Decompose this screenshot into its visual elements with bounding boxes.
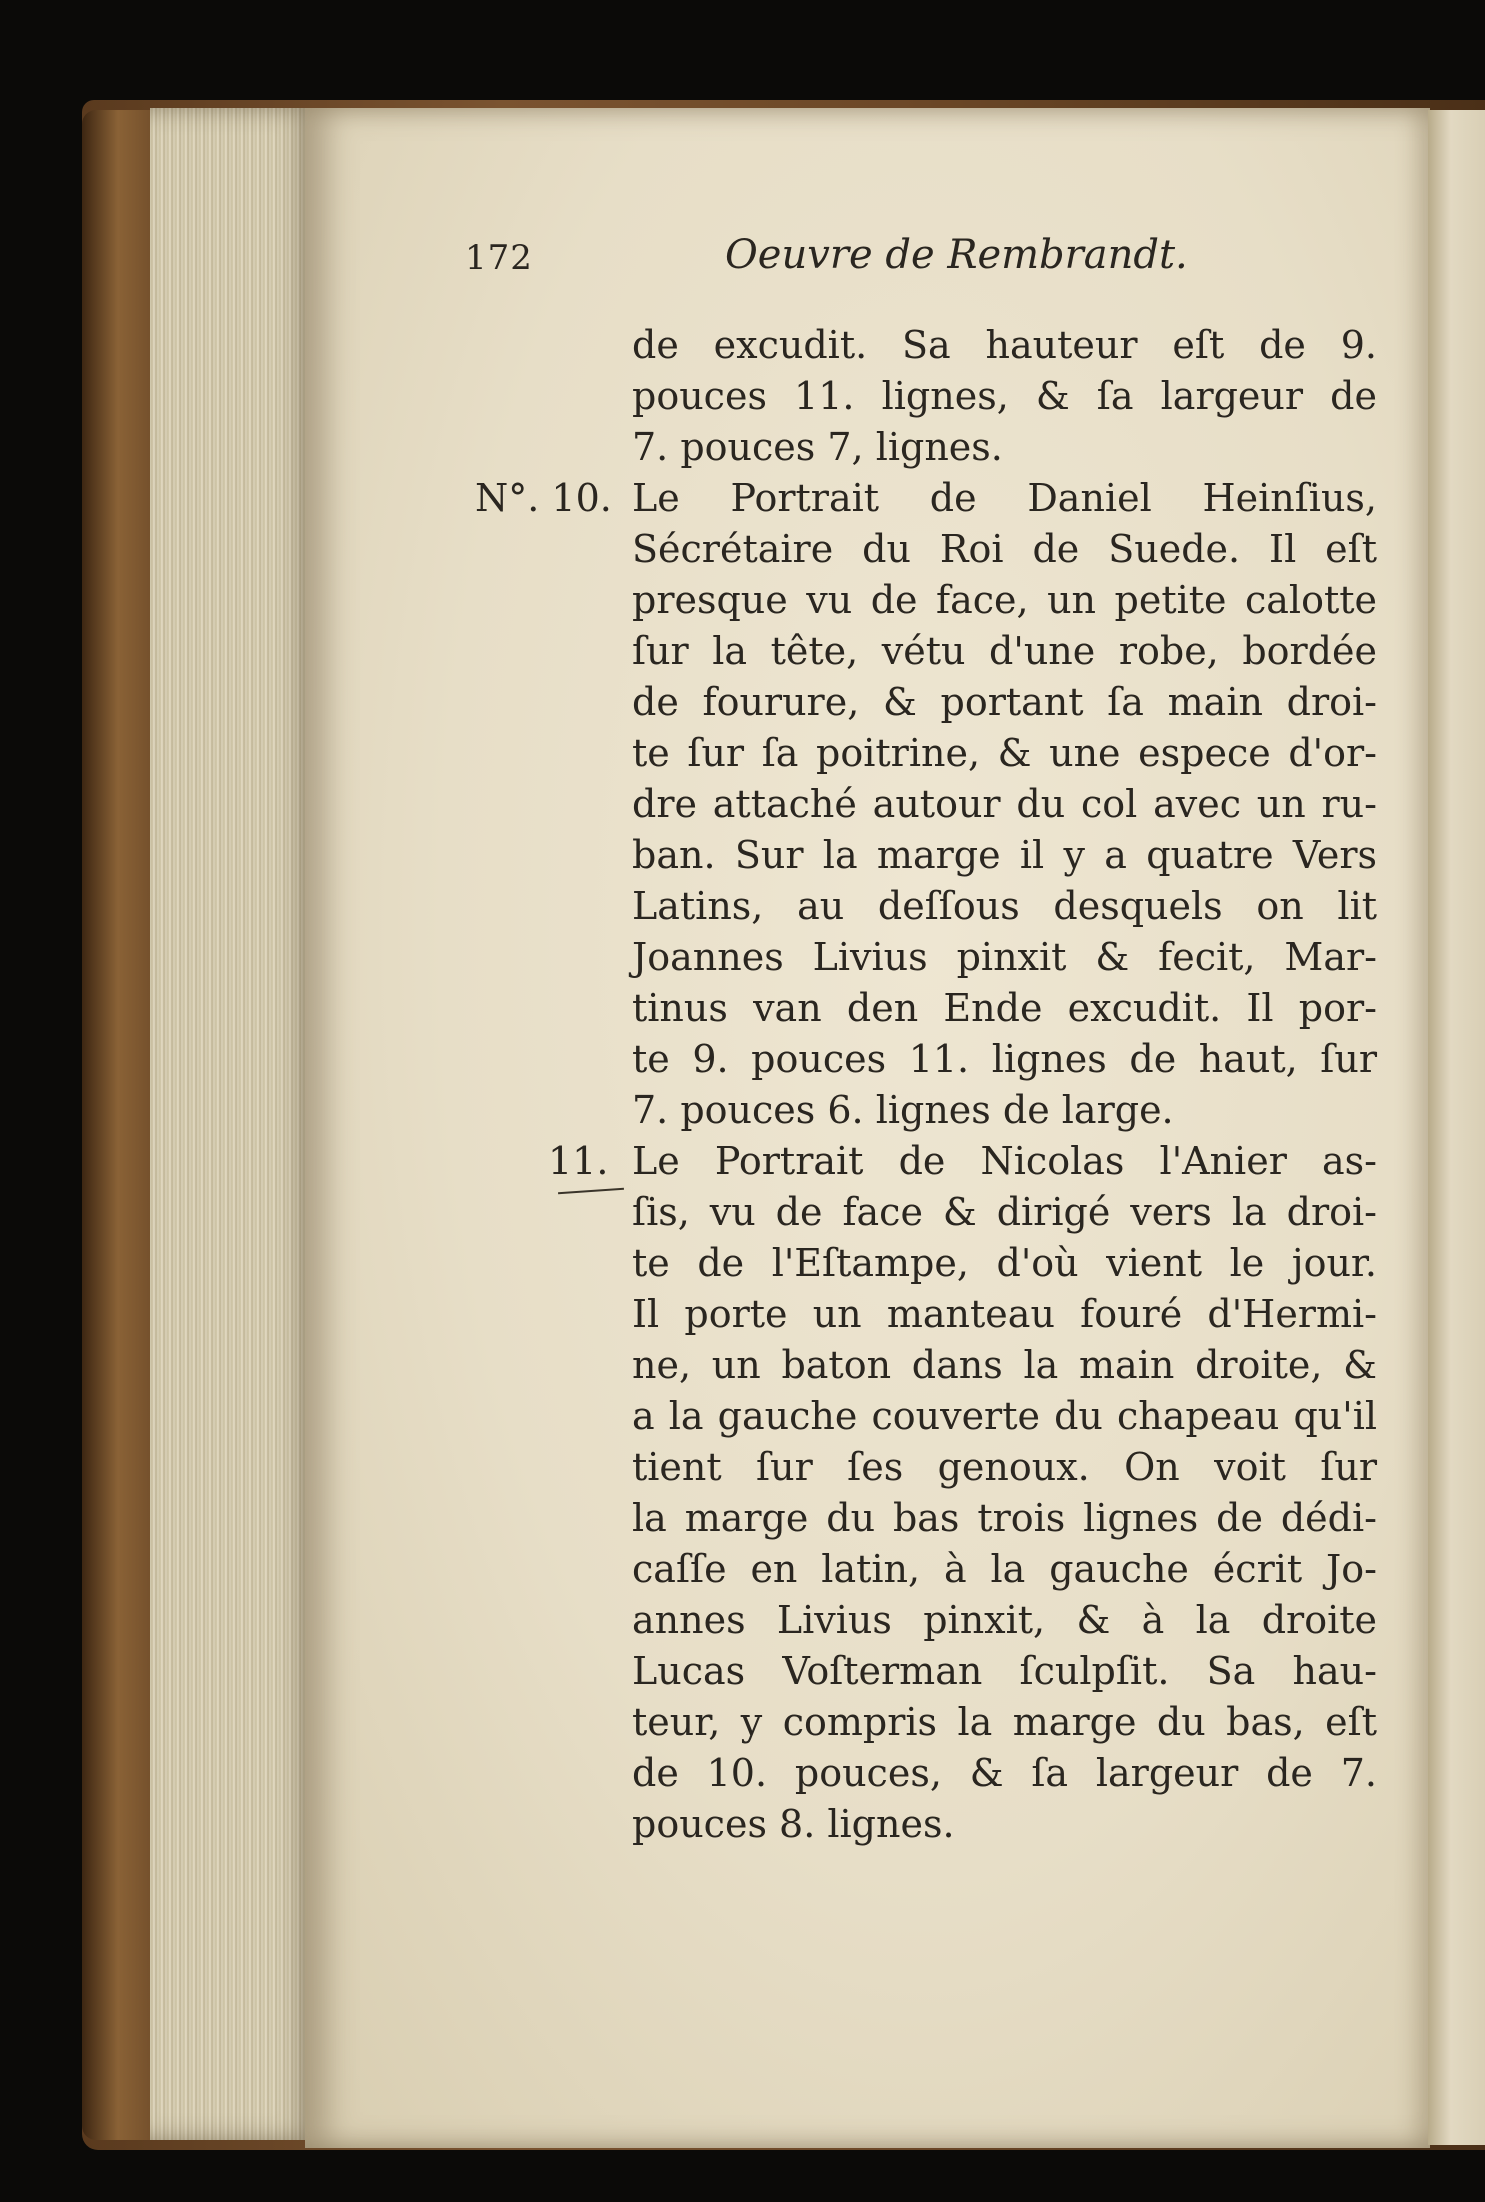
text-line: ban. Sur la marge il y a quatre Vers	[632, 833, 1377, 877]
running-title: Oeuvre de Rembrandt.	[725, 232, 1188, 278]
text-line: de excudit. Sa hauteur eſt de 9.	[632, 323, 1377, 367]
facing-page-edge	[1428, 110, 1485, 2145]
text-line: Le Portrait de Nicolas l'Anier as-	[632, 1139, 1377, 1183]
page-header	[465, 232, 1365, 292]
text-line: tinus van den Ende excudit. Il por-	[632, 986, 1377, 1030]
text-line: de fourure, & portant ſa main droi-	[632, 680, 1377, 724]
text-line: Latins, au deſſous desquels on lit	[632, 884, 1377, 928]
text-line: 7. pouces 7, lignes.	[632, 425, 1003, 469]
text-line: de 10. pouces, & ſa largeur de 7.	[632, 1751, 1377, 1795]
entry-number-11: 11.	[548, 1139, 609, 1183]
entry-number-10: N°. 10.	[475, 476, 612, 520]
text-line: te 9. pouces 11. lignes de haut, ſur	[632, 1037, 1377, 1081]
background	[0, 0, 1485, 100]
text-line: Sécrétaire du Roi de Suede. Il eſt	[632, 527, 1377, 571]
text-line: dre attaché autour du col avec un ru-	[632, 782, 1377, 826]
text-line: ſur la tête, vétu d'une robe, bordée	[632, 629, 1377, 673]
text-line: 7. pouces 6. lignes de large.	[632, 1088, 1174, 1132]
text-line: te de l'Eſtampe, d'où vient le jour.	[632, 1241, 1377, 1285]
text-line: presque vu de face, un petite calotte	[632, 578, 1377, 622]
text-line: la marge du bas trois lignes de dédi-	[632, 1496, 1377, 1540]
text-line: a la gauche couverte du chapeau qu'il	[632, 1394, 1377, 1438]
text-line: Lucas Voſterman ſculpſit. Sa hau-	[632, 1649, 1377, 1693]
page-edges	[150, 108, 320, 2140]
text-line: Joannes Livius pinxit & fecit, Mar-	[632, 935, 1377, 979]
text-line: teur, y compris la marge du bas, eſt	[632, 1700, 1377, 1744]
page-number: 172	[465, 238, 533, 278]
text-line: ſis, vu de face & dirigé vers la droi-	[632, 1190, 1377, 1234]
text-line: ne, un baton dans la main droite, &	[632, 1343, 1377, 1387]
text-line: Le Portrait de Daniel Heinſius,	[632, 476, 1377, 520]
body-text	[632, 320, 1377, 1850]
text-line: te ſur ſa poitrine, & une espece d'or-	[632, 731, 1377, 775]
text-line: annes Livius pinxit, & à la droite	[632, 1598, 1377, 1642]
text-line: Il porte un manteau fouré d'Hermi-	[632, 1292, 1377, 1336]
text-line: pouces 11. lignes, & ſa largeur de	[632, 374, 1377, 418]
text-line: caſſe en latin, à la gauche écrit Jo-	[632, 1547, 1377, 1591]
text-line: pouces 8. lignes.	[632, 1802, 955, 1846]
text-line: tient ſur ſes genoux. On voit ſur	[632, 1445, 1377, 1489]
